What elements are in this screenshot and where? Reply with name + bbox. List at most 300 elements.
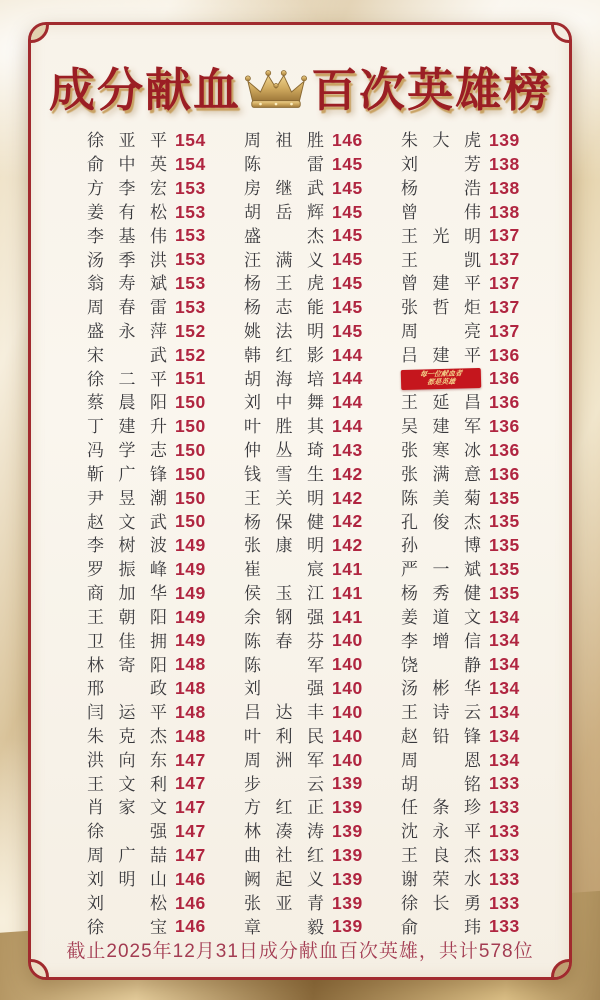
donor-row xyxy=(401,439,529,463)
donor-name: 陈 军 xyxy=(244,655,324,675)
donor-count: 149 xyxy=(175,606,206,627)
title-right: 百次英雄榜 xyxy=(311,65,551,116)
donor-name: 杨 秀 健 xyxy=(401,584,481,604)
donor-count: 145 xyxy=(332,201,363,222)
donor-name: 肖 家 文 xyxy=(87,798,167,818)
donor-name: 谢 荣 水 xyxy=(401,869,481,889)
donor-row xyxy=(401,558,529,582)
donor-name: 丁 建 升 xyxy=(87,417,167,437)
donor-row xyxy=(401,415,529,439)
donor-row xyxy=(401,891,529,915)
donor-name: 李 基 伟 xyxy=(87,226,167,246)
donor-row xyxy=(401,224,529,248)
donor-name: 徐 亚 平 xyxy=(87,131,167,151)
donor-count: 139 xyxy=(332,797,363,818)
donor-count: 138 xyxy=(489,201,520,222)
donor-row xyxy=(401,272,529,296)
donor-name: 刘 松 xyxy=(87,893,167,913)
donor-row xyxy=(244,653,372,677)
donor-row xyxy=(401,367,529,391)
donor-row xyxy=(87,224,215,248)
donor-name: 俞 中 英 xyxy=(87,155,167,175)
donor-name: 王 文 利 xyxy=(87,774,167,794)
donor-count: 144 xyxy=(332,368,363,389)
donor-count: 142 xyxy=(332,535,363,556)
donor-row xyxy=(401,844,529,868)
donor-name: 方 李 宏 xyxy=(87,179,167,199)
donor-name: 李 树 波 xyxy=(87,536,167,556)
donor-count: 153 xyxy=(175,225,206,246)
donor-name: 林 寄 阳 xyxy=(87,655,167,675)
donor-name: 杨 浩 xyxy=(401,179,481,199)
donor-name: 汤 彬 华 xyxy=(401,679,481,699)
donor-count: 134 xyxy=(489,606,520,627)
donor-count: 143 xyxy=(332,439,363,460)
donor-count: 137 xyxy=(489,296,520,317)
donor-name: 杨 志 能 xyxy=(244,298,324,318)
donor-row xyxy=(244,820,372,844)
donor-name: 沈 永 平 xyxy=(401,822,481,842)
donor-count: 148 xyxy=(175,725,206,746)
donor-name: 张 亚 青 xyxy=(244,893,324,913)
donor-count: 134 xyxy=(489,701,520,722)
donor-row xyxy=(401,605,529,629)
donor-count: 145 xyxy=(332,249,363,270)
donor-row xyxy=(87,367,215,391)
donor-row xyxy=(401,248,529,272)
donor-count: 154 xyxy=(175,153,206,174)
donor-row xyxy=(401,796,529,820)
donor-row xyxy=(244,153,372,177)
donor-row xyxy=(87,748,215,772)
donor-name: 胡 铭 xyxy=(401,774,481,794)
donor-row xyxy=(87,844,215,868)
donor-count: 135 xyxy=(489,582,520,603)
donor-name: 卫 佳 拥 xyxy=(87,631,167,651)
donor-name: 赵 铅 锋 xyxy=(401,726,481,746)
donor-row xyxy=(87,177,215,201)
donor-name: 刘 中 舞 xyxy=(244,393,324,413)
donor-name: 崔 宸 xyxy=(244,560,324,580)
donor-count: 148 xyxy=(175,678,206,699)
donor-count: 146 xyxy=(175,892,206,913)
donor-row xyxy=(401,748,529,772)
donor-row xyxy=(244,796,372,820)
donor-name: 周 恩 xyxy=(401,750,481,770)
donor-count: 135 xyxy=(489,558,520,579)
donor-count: 154 xyxy=(175,130,206,151)
donor-row xyxy=(244,868,372,892)
donor-name: 罗 振 峰 xyxy=(87,560,167,580)
donor-count: 146 xyxy=(175,916,206,937)
donor-count: 134 xyxy=(489,630,520,651)
donor-name: 胡 海 培 xyxy=(244,369,324,389)
donor-row xyxy=(87,582,215,606)
donor-name: 邢 政 xyxy=(87,679,167,699)
donor-name: 侯 玉 江 xyxy=(244,584,324,604)
donor-row xyxy=(244,296,372,320)
donor-count: 133 xyxy=(489,844,520,865)
donor-column xyxy=(401,129,529,939)
donor-name: 王 光 明 xyxy=(401,226,481,246)
donor-count: 134 xyxy=(489,678,520,699)
donor-count: 147 xyxy=(175,749,206,770)
donor-count: 153 xyxy=(175,273,206,294)
donor-count: 134 xyxy=(489,654,520,675)
donor-name: 任 条 珍 xyxy=(401,798,481,818)
donor-count: 133 xyxy=(489,892,520,913)
donor-row xyxy=(244,367,372,391)
donor-name: 周 洲 军 xyxy=(244,750,324,770)
donor-count: 148 xyxy=(175,654,206,675)
donor-row xyxy=(87,343,215,367)
donor-name: 姜 道 文 xyxy=(401,607,481,627)
donor-count: 145 xyxy=(332,153,363,174)
donor-row xyxy=(244,772,372,796)
donor-name: 朱 克 杰 xyxy=(87,726,167,746)
donor-count: 144 xyxy=(332,344,363,365)
donor-count: 148 xyxy=(175,701,206,722)
donor-row xyxy=(87,248,215,272)
donor-row xyxy=(244,605,372,629)
donor-name: 尹 昱 潮 xyxy=(87,488,167,508)
donor-count: 147 xyxy=(175,844,206,865)
donor-name: 王 诗 云 xyxy=(401,703,481,723)
donor-count: 135 xyxy=(489,535,520,556)
donor-row xyxy=(87,272,215,296)
donor-row xyxy=(244,582,372,606)
donor-name: 张 康 明 xyxy=(244,536,324,556)
donor-name: 翁 寿 斌 xyxy=(87,274,167,294)
donor-name: 严 一 斌 xyxy=(401,560,481,580)
donor-row xyxy=(87,653,215,677)
donor-row xyxy=(244,224,372,248)
donor-row xyxy=(401,653,529,677)
donor-row xyxy=(87,868,215,892)
donor-column xyxy=(87,129,215,939)
footer-note: 截止2025年12月31日成分献血百次英雄，共计578位 xyxy=(66,941,534,962)
donor-row xyxy=(401,820,529,844)
donor-count: 139 xyxy=(332,821,363,842)
donor-count: 149 xyxy=(175,582,206,603)
donor-count: 153 xyxy=(175,177,206,198)
donor-name: 刘 明 山 xyxy=(87,869,167,889)
donor-name: 俞 玮 xyxy=(401,917,481,937)
donor-name: 杨 保 健 xyxy=(244,512,324,532)
donor-name: 刘 芳 xyxy=(401,155,481,175)
donor-row xyxy=(244,510,372,534)
donor-count: 133 xyxy=(489,821,520,842)
donor-row xyxy=(401,629,529,653)
donor-count: 141 xyxy=(332,558,363,579)
donor-name: 徐 强 xyxy=(87,822,167,842)
donor-row xyxy=(87,772,215,796)
donor-count: 142 xyxy=(332,487,363,508)
donor-row xyxy=(401,343,529,367)
donor-name: 商 加 华 xyxy=(87,584,167,604)
donor-row xyxy=(401,534,529,558)
donor-row xyxy=(244,463,372,487)
donor-name: 盛 杰 xyxy=(244,226,324,246)
donor-row xyxy=(244,725,372,749)
donor-row xyxy=(244,415,372,439)
donor-column xyxy=(244,129,372,939)
donor-count: 139 xyxy=(332,868,363,889)
donor-row xyxy=(244,200,372,224)
donor-count: 145 xyxy=(332,225,363,246)
donor-name: 曾 伟 xyxy=(401,202,481,222)
donor-row xyxy=(401,725,529,749)
donor-row xyxy=(401,868,529,892)
donor-count: 138 xyxy=(489,153,520,174)
donor-name: 吴 建 军 xyxy=(401,417,481,437)
donor-count: 150 xyxy=(175,439,206,460)
donor-name: 汪 满 义 xyxy=(244,250,324,270)
donor-count: 142 xyxy=(332,511,363,532)
donor-count: 140 xyxy=(332,701,363,722)
donor-count: 145 xyxy=(332,296,363,317)
donor-row xyxy=(87,296,215,320)
donor-row xyxy=(244,391,372,415)
donor-row xyxy=(401,463,529,487)
donor-row xyxy=(244,844,372,868)
donor-count: 133 xyxy=(489,868,520,889)
donor-row xyxy=(244,748,372,772)
donor-name: 周 亮 xyxy=(401,321,481,341)
donor-count: 139 xyxy=(489,130,520,151)
donor-name: 赵 文 武 xyxy=(87,512,167,532)
hero-slogan-stamp: 每一位献血者 都是英雄 xyxy=(401,368,481,390)
donor-name: 王 延 昌 xyxy=(401,393,481,413)
donor-name: 冯 学 志 xyxy=(87,441,167,461)
donor-name: 汤 季 洪 xyxy=(87,250,167,270)
donor-count: 139 xyxy=(332,773,363,794)
donor-row xyxy=(87,320,215,344)
donor-name: 孙 博 xyxy=(401,536,481,556)
donor-count: 145 xyxy=(332,177,363,198)
donor-count: 150 xyxy=(175,463,206,484)
donor-row xyxy=(87,391,215,415)
donor-count: 153 xyxy=(175,201,206,222)
donor-count: 141 xyxy=(332,582,363,603)
donor-name: 叶 利 民 xyxy=(244,726,324,746)
donor-row xyxy=(87,796,215,820)
donor-count: 145 xyxy=(332,273,363,294)
donor-row xyxy=(244,534,372,558)
donor-name: 陈 春 芬 xyxy=(244,631,324,651)
donor-row xyxy=(87,415,215,439)
donor-count: 134 xyxy=(489,749,520,770)
donor-name: 孔 俊 杰 xyxy=(401,512,481,532)
donor-count: 147 xyxy=(175,821,206,842)
donor-name: 闫 运 平 xyxy=(87,703,167,723)
donor-name: 仲 丛 琦 xyxy=(244,441,324,461)
donor-name: 杨 王 虎 xyxy=(244,274,324,294)
donor-name: 姚 法 明 xyxy=(244,321,324,341)
frame-corner-ornament xyxy=(551,22,572,43)
donor-name: 饶 静 xyxy=(401,655,481,675)
donor-count: 138 xyxy=(489,177,520,198)
donor-name: 张 满 意 xyxy=(401,464,481,484)
donor-count: 145 xyxy=(332,320,363,341)
donor-count: 149 xyxy=(175,558,206,579)
donor-count: 142 xyxy=(332,463,363,484)
donor-name: 刘 强 xyxy=(244,679,324,699)
donor-name: 王 凯 xyxy=(401,250,481,270)
donor-name: 步 云 xyxy=(244,774,324,794)
donor-name: 周 春 雷 xyxy=(87,298,167,318)
donor-row xyxy=(244,701,372,725)
donor-name: 章 毅 xyxy=(244,917,324,937)
donor-count: 136 xyxy=(489,392,520,413)
donor-count: 141 xyxy=(332,606,363,627)
donor-name: 陈 美 菊 xyxy=(401,488,481,508)
donor-count: 136 xyxy=(489,463,520,484)
donor-count: 151 xyxy=(175,368,206,389)
donor-name: 余 钢 强 xyxy=(244,607,324,627)
donor-row xyxy=(401,701,529,725)
donor-row xyxy=(401,677,529,701)
donor-row xyxy=(401,391,529,415)
donor-row xyxy=(244,320,372,344)
donor-name: 靳 广 锋 xyxy=(87,464,167,484)
donor-row xyxy=(87,629,215,653)
donor-name: 徐 长 勇 xyxy=(401,893,481,913)
donor-name: 宋 武 xyxy=(87,345,167,365)
donor-row xyxy=(401,772,529,796)
donor-count: 153 xyxy=(175,249,206,270)
donor-row xyxy=(87,605,215,629)
donor-count: 140 xyxy=(332,749,363,770)
donor-count: 136 xyxy=(489,344,520,365)
donor-count: 137 xyxy=(489,320,520,341)
donor-row xyxy=(87,725,215,749)
donor-name: 王 关 明 xyxy=(244,488,324,508)
donor-row xyxy=(401,296,529,320)
donor-name: 方 红 正 xyxy=(244,798,324,818)
donor-row xyxy=(401,510,529,534)
donor-row xyxy=(401,486,529,510)
donor-count: 146 xyxy=(332,130,363,151)
donor-count: 152 xyxy=(175,320,206,341)
donor-count: 135 xyxy=(489,511,520,532)
donor-name: 盛 永 萍 xyxy=(87,321,167,341)
donor-row xyxy=(401,320,529,344)
donor-count: 137 xyxy=(489,273,520,294)
donor-name: 曲 社 红 xyxy=(244,846,324,866)
title-left: 成分献血 xyxy=(49,65,241,116)
donor-name: 王 良 杰 xyxy=(401,846,481,866)
donor-count: 150 xyxy=(175,416,206,437)
donor-row xyxy=(401,177,529,201)
donor-row xyxy=(244,248,372,272)
donor-row xyxy=(87,510,215,534)
donor-count: 140 xyxy=(332,678,363,699)
donor-count: 144 xyxy=(332,392,363,413)
donor-name: 韩 红 影 xyxy=(244,345,324,365)
donor-name: 蔡 晨 阳 xyxy=(87,393,167,413)
donor-row xyxy=(244,439,372,463)
donor-name: 吕 达 丰 xyxy=(244,703,324,723)
donor-name: 吕 建 平 xyxy=(401,345,481,365)
donor-count: 139 xyxy=(332,892,363,913)
donor-count: 140 xyxy=(332,725,363,746)
donor-row xyxy=(87,677,215,701)
donor-row xyxy=(244,343,372,367)
donor-row xyxy=(87,200,215,224)
donor-row xyxy=(244,629,372,653)
donor-name: 周 广 喆 xyxy=(87,846,167,866)
donor-row xyxy=(244,177,372,201)
donor-count: 153 xyxy=(175,296,206,317)
donor-count: 150 xyxy=(175,511,206,532)
donor-name: 张 哲 炬 xyxy=(401,298,481,318)
donor-name: 李 增 信 xyxy=(401,631,481,651)
donor-name: 王 朝 阳 xyxy=(87,607,167,627)
donor-row xyxy=(244,891,372,915)
donor-count: 139 xyxy=(332,916,363,937)
donor-row xyxy=(87,463,215,487)
donor-name: 徐 宝 xyxy=(87,917,167,937)
donor-row xyxy=(87,534,215,558)
donor-count: 140 xyxy=(332,630,363,651)
donor-row xyxy=(87,439,215,463)
donor-name: 阙 起 义 xyxy=(244,869,324,889)
donor-count: 136 xyxy=(489,368,520,389)
donor-row xyxy=(87,891,215,915)
poster-frame xyxy=(28,22,572,980)
donor-row xyxy=(244,677,372,701)
donor-count: 150 xyxy=(175,392,206,413)
donor-count: 140 xyxy=(332,654,363,675)
donor-count: 136 xyxy=(489,416,520,437)
donor-count: 133 xyxy=(489,773,520,794)
donor-count: 147 xyxy=(175,797,206,818)
donor-name: 叶 胜 其 xyxy=(244,417,324,437)
donor-row xyxy=(87,129,215,153)
donor-row xyxy=(244,272,372,296)
donor-count: 133 xyxy=(489,916,520,937)
donor-name: 林 凑 涛 xyxy=(244,822,324,842)
donor-name: 胡 岳 辉 xyxy=(244,202,324,222)
donor-count: 146 xyxy=(175,868,206,889)
crown-icon xyxy=(245,67,307,113)
donor-row xyxy=(244,486,372,510)
donor-count: 147 xyxy=(175,773,206,794)
donor-count: 149 xyxy=(175,630,206,651)
donor-count: 134 xyxy=(489,725,520,746)
hero-list xyxy=(87,129,529,939)
donor-count: 152 xyxy=(175,344,206,365)
page-title xyxy=(31,55,569,119)
donor-count: 150 xyxy=(175,487,206,508)
donor-row xyxy=(401,129,529,153)
donor-row xyxy=(87,153,215,177)
donor-row xyxy=(244,558,372,582)
donor-row xyxy=(244,129,372,153)
donor-row xyxy=(401,582,529,606)
donor-count: 139 xyxy=(332,844,363,865)
donor-count: 137 xyxy=(489,249,520,270)
frame-corner-ornament xyxy=(28,22,49,43)
donor-row xyxy=(87,701,215,725)
donor-row xyxy=(87,558,215,582)
donor-row xyxy=(401,153,529,177)
donor-count: 144 xyxy=(332,416,363,437)
donor-name: 姜 有 松 xyxy=(87,202,167,222)
donor-name: 房 继 武 xyxy=(244,179,324,199)
donor-count: 133 xyxy=(489,797,520,818)
